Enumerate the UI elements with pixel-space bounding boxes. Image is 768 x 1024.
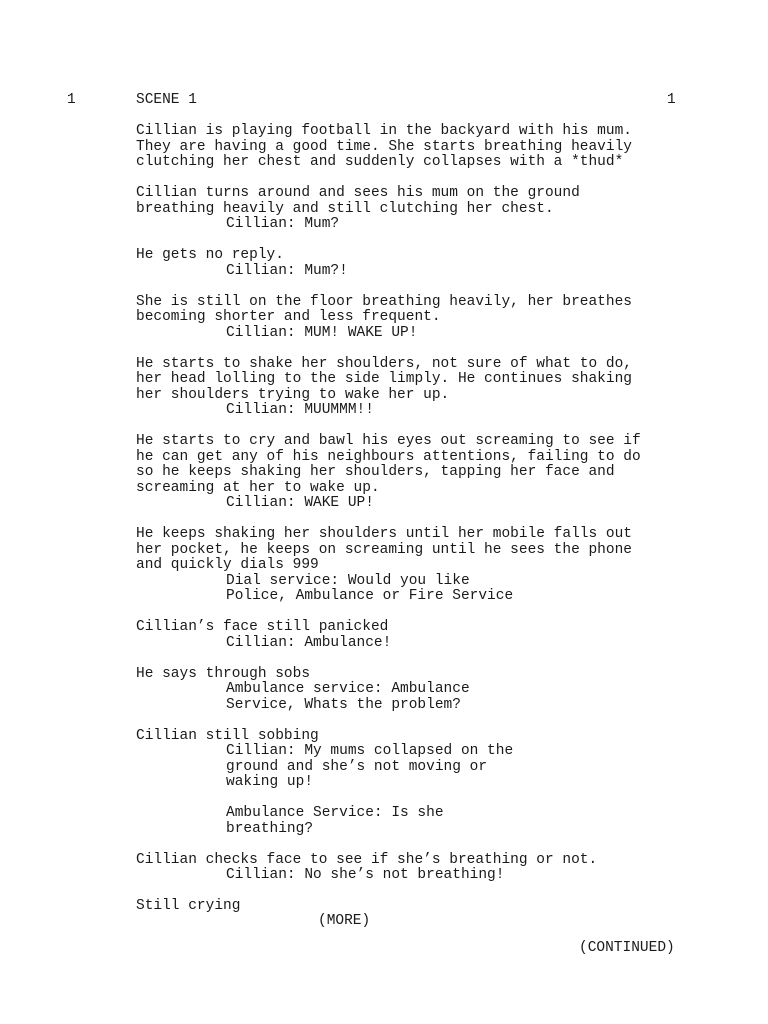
dialogue-line: Service, Whats the problem? [226, 696, 461, 713]
action-line: and quickly dials 999 [136, 557, 319, 573]
scene-number-right: 1 [667, 92, 676, 108]
scene-heading: SCENE 1 [136, 92, 197, 108]
action-line: He starts to shake her shoulders, not sure of what to do, [136, 355, 632, 372]
action-line: He starts to cry and bawl his eyes out screaming to see if [136, 433, 641, 449]
action-line: Cillian’s face still panicked [136, 619, 389, 635]
dialogue-line: Cillian: WAKE UP! [226, 495, 374, 511]
action-line: he can get any of his neighbours attentions, failing to do [136, 448, 641, 465]
continued-marker: (CONTINUED) [579, 940, 675, 956]
dialogue-line: Cillian: My mums collapsed on the [226, 743, 514, 759]
action-line: They are having a good time. She starts breathing heavily [136, 138, 632, 155]
action-line: breathing heavily and still clutching her chest. [136, 200, 554, 217]
action-line: Cillian is playing football in the backyard with his mum. [136, 123, 632, 139]
action-line: clutching her chest and suddenly collapses with a *thud* [136, 154, 624, 170]
dialogue-line: Cillian: No she’s not breathing! [226, 867, 505, 883]
action-line: She is still on the floor breathing heavily, her breathes [136, 293, 632, 310]
dialogue-line: Dial service: Would you like [226, 572, 470, 589]
action-line: Still crying [136, 898, 241, 914]
action-line: He keeps shaking her shoulders until her mobile falls out [136, 526, 632, 542]
action-line: Cillian still sobbing [136, 727, 319, 744]
script-body [136, 124, 696, 915]
dialogue-line: Cillian: Mum?! [226, 262, 348, 279]
action-line: her head lolling to the side limply. He continues shaking [136, 371, 632, 387]
scene-number-left: 1 [67, 92, 76, 108]
action-line: He says through sobs [136, 665, 311, 682]
action-line: He gets no reply. [136, 247, 284, 263]
more-marker: (MORE) [318, 913, 371, 929]
dialogue-line: Cillian: MUUMMM!! [226, 402, 374, 418]
dialogue-line: ground and she’s not moving or [226, 758, 488, 775]
dialogue-line: Police, Ambulance or Fire Service [226, 588, 514, 604]
action-line: Cillian turns around and sees his mum on the ground [136, 185, 580, 201]
action-line: her shoulders trying to wake her up. [136, 386, 450, 403]
action-line: her pocket, he keeps on screaming until he sees the phone [136, 541, 632, 558]
dialogue-line: Cillian: Ambulance! [226, 634, 392, 651]
dialogue-line: Ambulance Service: Is she [226, 805, 444, 821]
action-line: so he keeps shaking her shoulders, tapping her face and [136, 464, 615, 480]
action-line: becoming shorter and less frequent. [136, 309, 441, 325]
dialogue-line: Cillian: Mum? [226, 216, 340, 232]
dialogue-line: breathing? [226, 820, 314, 837]
dialogue-line: Ambulance service: Ambulance [226, 681, 470, 697]
dialogue-line: Cillian: MUM! WAKE UP! [226, 324, 418, 341]
action-line: screaming at her to wake up. [136, 479, 380, 496]
action-line: Cillian checks face to see if she’s breathing or not. [136, 851, 598, 868]
dialogue-line: waking up! [226, 774, 314, 790]
